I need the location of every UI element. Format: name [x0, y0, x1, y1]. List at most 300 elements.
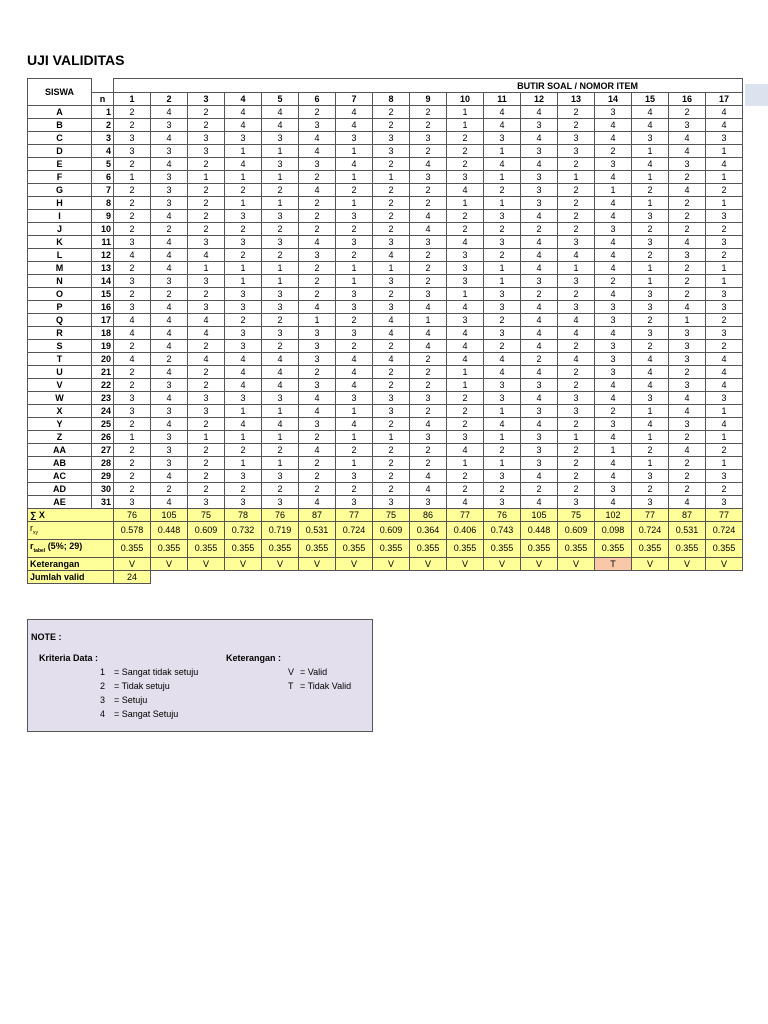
siswa-cell: K: [28, 236, 92, 249]
score-cell: 2: [410, 249, 447, 262]
score-cell: 3: [595, 314, 632, 327]
score-cell: 1: [632, 171, 669, 184]
score-cell: 4: [336, 379, 373, 392]
score-cell: 4: [632, 379, 669, 392]
score-cell: 1: [484, 171, 521, 184]
score-cell: 4: [484, 353, 521, 366]
score-cell: 2: [188, 288, 225, 301]
score-cell: 2: [299, 106, 336, 119]
score-cell: 2: [151, 223, 188, 236]
score-cell: 3: [706, 288, 743, 301]
rxy-cell: 0.732: [225, 522, 262, 540]
jumlah-valid-row: [28, 570, 743, 583]
score-cell: 2: [669, 262, 706, 275]
score-cell: 2: [632, 483, 669, 496]
score-cell: 2: [558, 483, 595, 496]
score-cell: 1: [447, 288, 484, 301]
siswa-cell: S: [28, 340, 92, 353]
score-cell: 1: [262, 405, 299, 418]
score-cell: 3: [669, 249, 706, 262]
score-cell: 3: [484, 301, 521, 314]
table-row: [28, 184, 743, 197]
score-cell: 2: [114, 119, 151, 132]
score-cell: 2: [336, 223, 373, 236]
score-cell: 3: [373, 132, 410, 145]
score-cell: 2: [410, 119, 447, 132]
n-cell: 2: [92, 119, 114, 132]
table-row: [28, 106, 743, 119]
jumlah-valid-label: Jumlah valid: [28, 570, 114, 583]
score-cell: 1: [410, 314, 447, 327]
score-cell: 4: [521, 418, 558, 431]
score-cell: 1: [706, 171, 743, 184]
score-cell: 4: [410, 340, 447, 353]
score-cell: 3: [336, 132, 373, 145]
siswa-cell: AE: [28, 496, 92, 509]
score-cell: 1: [706, 262, 743, 275]
score-cell: 3: [484, 392, 521, 405]
score-cell: 2: [114, 158, 151, 171]
score-cell: 3: [632, 327, 669, 340]
n-cell: 26: [92, 431, 114, 444]
n-cell: 28: [92, 457, 114, 470]
sum-cell: 102: [595, 509, 632, 522]
jumlah-valid-value: 24: [114, 570, 151, 583]
score-cell: 4: [114, 314, 151, 327]
sum-cell: 76: [114, 509, 151, 522]
score-cell: 2: [558, 470, 595, 483]
rxy-cell: 0.531: [299, 522, 336, 540]
score-cell: 3: [595, 340, 632, 353]
score-cell: 2: [558, 223, 595, 236]
score-cell: 3: [558, 301, 595, 314]
table-row: [28, 262, 743, 275]
score-cell: 2: [299, 171, 336, 184]
score-cell: 3: [262, 236, 299, 249]
score-cell: 3: [632, 301, 669, 314]
score-cell: 1: [706, 431, 743, 444]
rxy-cell: 0.448: [151, 522, 188, 540]
score-cell: 4: [706, 366, 743, 379]
score-cell: 3: [632, 236, 669, 249]
page-title: UJI VALIDITAS: [27, 52, 125, 68]
rxy-cell: 0.609: [188, 522, 225, 540]
score-cell: 2: [299, 223, 336, 236]
score-cell: 2: [373, 106, 410, 119]
score-cell: 4: [706, 379, 743, 392]
score-cell: 2: [410, 275, 447, 288]
score-cell: 2: [410, 197, 447, 210]
n-cell: 31: [92, 496, 114, 509]
score-cell: 2: [484, 483, 521, 496]
score-cell: 3: [336, 470, 373, 483]
score-cell: 3: [447, 262, 484, 275]
score-cell: 2: [558, 379, 595, 392]
score-cell: 2: [410, 405, 447, 418]
score-cell: 3: [299, 158, 336, 171]
score-cell: 3: [706, 327, 743, 340]
score-cell: 3: [114, 236, 151, 249]
score-cell: 2: [373, 197, 410, 210]
keterangan-label: Keterangan: [28, 557, 114, 570]
header-shading: [745, 84, 768, 106]
score-cell: 4: [225, 366, 262, 379]
score-cell: 4: [151, 106, 188, 119]
score-cell: 4: [299, 184, 336, 197]
score-cell: 1: [373, 262, 410, 275]
score-cell: 3: [484, 379, 521, 392]
score-cell: 4: [299, 405, 336, 418]
score-cell: 1: [225, 171, 262, 184]
score-cell: 3: [595, 301, 632, 314]
score-cell: 3: [595, 106, 632, 119]
score-cell: 2: [336, 340, 373, 353]
score-cell: 4: [114, 327, 151, 340]
score-cell: 2: [669, 223, 706, 236]
siswa-cell: W: [28, 392, 92, 405]
item-number-header: 9: [410, 93, 447, 106]
rxy-cell: 0.098: [595, 522, 632, 540]
score-cell: 2: [151, 483, 188, 496]
score-cell: 4: [114, 249, 151, 262]
score-cell: 1: [484, 145, 521, 158]
score-cell: 1: [262, 457, 299, 470]
score-cell: 3: [447, 314, 484, 327]
score-cell: 3: [188, 301, 225, 314]
score-cell: 4: [299, 236, 336, 249]
score-cell: 2: [299, 210, 336, 223]
item-number-header: 10: [447, 93, 484, 106]
score-cell: 2: [669, 483, 706, 496]
score-cell: 2: [373, 483, 410, 496]
keterangan-cell: V: [188, 557, 225, 570]
score-cell: 2: [669, 197, 706, 210]
score-cell: 2: [706, 444, 743, 457]
score-cell: 1: [484, 457, 521, 470]
item-number-header: 7: [336, 93, 373, 106]
score-cell: 1: [336, 145, 373, 158]
score-cell: 3: [558, 496, 595, 509]
table-row: [28, 340, 743, 353]
kriteria-num: 3: [100, 695, 106, 705]
score-cell: 4: [151, 470, 188, 483]
table-row: [28, 210, 743, 223]
score-cell: 2: [188, 106, 225, 119]
n-cell: 27: [92, 444, 114, 457]
sum-cell: 87: [299, 509, 336, 522]
score-cell: 3: [706, 132, 743, 145]
score-cell: 4: [447, 340, 484, 353]
score-cell: 4: [521, 158, 558, 171]
score-cell: 2: [373, 210, 410, 223]
score-cell: 3: [484, 327, 521, 340]
score-cell: 2: [188, 223, 225, 236]
score-cell: 3: [632, 496, 669, 509]
score-cell: 4: [447, 236, 484, 249]
score-cell: 4: [410, 210, 447, 223]
score-cell: 3: [299, 249, 336, 262]
n-cell: 4: [92, 145, 114, 158]
table-row: [28, 314, 743, 327]
score-cell: 3: [151, 379, 188, 392]
score-cell: 3: [669, 340, 706, 353]
score-cell: 4: [151, 314, 188, 327]
score-cell: 3: [410, 288, 447, 301]
score-cell: 4: [669, 444, 706, 457]
score-cell: 3: [447, 171, 484, 184]
score-cell: 4: [410, 327, 447, 340]
score-cell: 4: [595, 379, 632, 392]
score-cell: 3: [595, 223, 632, 236]
table-row: [28, 301, 743, 314]
score-cell: 4: [225, 353, 262, 366]
score-cell: 2: [114, 366, 151, 379]
score-cell: 2: [336, 483, 373, 496]
score-cell: 3: [151, 197, 188, 210]
score-cell: 3: [225, 340, 262, 353]
score-cell: 2: [114, 418, 151, 431]
score-cell: 4: [225, 106, 262, 119]
score-cell: 2: [188, 210, 225, 223]
score-cell: 2: [558, 340, 595, 353]
n-cell: 5: [92, 158, 114, 171]
score-cell: 2: [558, 210, 595, 223]
score-cell: 1: [447, 457, 484, 470]
score-cell: 4: [151, 496, 188, 509]
rtabel-cell: 0.355: [262, 539, 299, 557]
score-cell: 3: [336, 210, 373, 223]
item-number-header: 4: [225, 93, 262, 106]
rtabel-cell: 0.355: [632, 539, 669, 557]
score-cell: 3: [373, 275, 410, 288]
butir-header: BUTIR SOAL / NOMOR ITEM: [114, 79, 743, 93]
rxy-cell: 0.448: [521, 522, 558, 540]
score-cell: 3: [151, 431, 188, 444]
score-cell: 4: [151, 262, 188, 275]
score-cell: 2: [484, 444, 521, 457]
rxy-cell: 0.743: [484, 522, 521, 540]
score-cell: 2: [299, 275, 336, 288]
kriteria-text: = Setuju: [114, 695, 148, 705]
keterangan-cell: T: [595, 557, 632, 570]
score-cell: 3: [114, 392, 151, 405]
score-cell: 4: [521, 340, 558, 353]
table-row: [28, 275, 743, 288]
score-cell: 2: [114, 210, 151, 223]
n-cell: 13: [92, 262, 114, 275]
score-cell: 4: [632, 418, 669, 431]
siswa-cell: I: [28, 210, 92, 223]
n-cell: 6: [92, 171, 114, 184]
rtabel-cell: 0.355: [114, 539, 151, 557]
keterangan-cell: V: [299, 557, 336, 570]
score-cell: 3: [299, 119, 336, 132]
score-cell: 3: [521, 379, 558, 392]
table-row: [28, 158, 743, 171]
siswa-cell: AA: [28, 444, 92, 457]
score-cell: 4: [262, 379, 299, 392]
score-cell: 1: [373, 431, 410, 444]
score-cell: 2: [373, 457, 410, 470]
keterangan-cell: V: [151, 557, 188, 570]
score-cell: 3: [262, 132, 299, 145]
score-cell: 2: [188, 379, 225, 392]
score-cell: 3: [262, 327, 299, 340]
score-cell: 4: [706, 119, 743, 132]
score-cell: 3: [188, 496, 225, 509]
score-cell: 2: [188, 470, 225, 483]
table-row: [28, 379, 743, 392]
n-cell: 18: [92, 327, 114, 340]
score-cell: 3: [114, 496, 151, 509]
score-cell: 4: [632, 353, 669, 366]
score-cell: 2: [521, 353, 558, 366]
siswa-cell: G: [28, 184, 92, 197]
score-cell: 3: [484, 470, 521, 483]
keterangan-code: V: [288, 667, 295, 677]
score-cell: 3: [558, 132, 595, 145]
keterangan-cell: V: [706, 557, 743, 570]
score-cell: 3: [151, 457, 188, 470]
score-cell: 3: [669, 119, 706, 132]
score-cell: 4: [225, 418, 262, 431]
score-cell: 3: [669, 353, 706, 366]
score-cell: 4: [447, 184, 484, 197]
score-cell: 4: [447, 327, 484, 340]
score-cell: 2: [706, 340, 743, 353]
score-cell: 3: [595, 418, 632, 431]
score-cell: 2: [336, 249, 373, 262]
table-row: [28, 392, 743, 405]
sum-cell: 75: [373, 509, 410, 522]
score-cell: 4: [669, 236, 706, 249]
score-cell: 4: [151, 392, 188, 405]
score-cell: 3: [669, 379, 706, 392]
score-cell: 2: [410, 106, 447, 119]
score-cell: 2: [484, 314, 521, 327]
siswa-cell: P: [28, 301, 92, 314]
item-number-header: 12: [521, 93, 558, 106]
score-cell: 2: [410, 444, 447, 457]
n-cell: 7: [92, 184, 114, 197]
score-cell: 1: [706, 275, 743, 288]
table-row: [28, 119, 743, 132]
rtabel-cell: 0.355: [373, 539, 410, 557]
score-cell: 1: [484, 275, 521, 288]
rtabel-cell: 0.355: [521, 539, 558, 557]
table-row: [28, 327, 743, 340]
score-cell: 4: [188, 327, 225, 340]
score-cell: 3: [410, 171, 447, 184]
sum-label: ∑ X: [28, 509, 114, 522]
keterangan-text: = Valid: [300, 667, 328, 677]
n-cell: 22: [92, 379, 114, 392]
score-cell: 4: [373, 327, 410, 340]
score-cell: 3: [706, 236, 743, 249]
sum-cell: 87: [669, 509, 706, 522]
keterangan-cell: V: [521, 557, 558, 570]
table-row: [28, 470, 743, 483]
score-cell: 4: [336, 353, 373, 366]
score-cell: 3: [188, 236, 225, 249]
score-cell: 4: [632, 106, 669, 119]
score-cell: 4: [595, 197, 632, 210]
score-cell: 3: [225, 210, 262, 223]
score-cell: 3: [225, 470, 262, 483]
score-cell: 2: [299, 431, 336, 444]
score-cell: 4: [447, 444, 484, 457]
rxy-cell: 0.364: [410, 522, 447, 540]
score-cell: 2: [299, 457, 336, 470]
score-cell: 3: [410, 392, 447, 405]
score-cell: 2: [188, 340, 225, 353]
sum-cell: 77: [447, 509, 484, 522]
score-cell: 2: [706, 223, 743, 236]
note-box: [27, 619, 373, 732]
score-cell: 4: [151, 158, 188, 171]
score-cell: 4: [188, 249, 225, 262]
score-cell: 4: [669, 301, 706, 314]
score-cell: 2: [447, 223, 484, 236]
rtabel-label-main: r: [30, 540, 34, 551]
score-cell: 2: [558, 158, 595, 171]
score-cell: 2: [669, 171, 706, 184]
score-cell: 4: [669, 132, 706, 145]
keterangan-cell: V: [336, 557, 373, 570]
score-cell: 1: [706, 197, 743, 210]
score-cell: 4: [558, 314, 595, 327]
score-cell: 1: [558, 171, 595, 184]
table-row: [28, 431, 743, 444]
score-cell: 3: [373, 301, 410, 314]
score-cell: 1: [558, 431, 595, 444]
n-cell: 29: [92, 470, 114, 483]
table-row: [28, 496, 743, 509]
score-cell: 1: [336, 405, 373, 418]
score-cell: 4: [595, 431, 632, 444]
score-cell: 2: [188, 418, 225, 431]
rtabel-cell: 0.355: [188, 539, 225, 557]
score-cell: 3: [262, 210, 299, 223]
score-cell: 3: [521, 275, 558, 288]
siswa-cell: Z: [28, 431, 92, 444]
score-cell: 4: [484, 158, 521, 171]
score-cell: 3: [262, 496, 299, 509]
item-number-header: 5: [262, 93, 299, 106]
item-number-header: 17: [706, 93, 743, 106]
rxy-row: [28, 522, 743, 540]
rtabel-cell: 0.355: [299, 539, 336, 557]
score-cell: 3: [336, 392, 373, 405]
score-cell: 1: [188, 171, 225, 184]
score-cell: 4: [595, 171, 632, 184]
score-cell: 1: [706, 405, 743, 418]
score-cell: 3: [632, 288, 669, 301]
score-cell: 2: [558, 106, 595, 119]
score-cell: 4: [484, 366, 521, 379]
score-cell: 2: [336, 444, 373, 457]
score-cell: 4: [706, 353, 743, 366]
score-cell: 2: [373, 223, 410, 236]
sum-cell: 77: [706, 509, 743, 522]
score-cell: 1: [484, 197, 521, 210]
score-cell: 3: [225, 496, 262, 509]
score-cell: 2: [225, 249, 262, 262]
score-cell: 1: [632, 275, 669, 288]
score-cell: 1: [225, 262, 262, 275]
score-cell: 2: [114, 184, 151, 197]
score-cell: 3: [336, 236, 373, 249]
